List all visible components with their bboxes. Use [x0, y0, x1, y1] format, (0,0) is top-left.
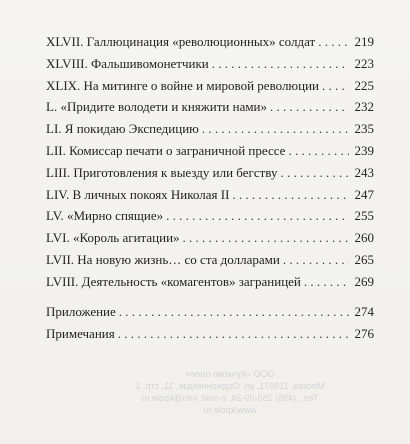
- toc-entry: [46, 252, 374, 274]
- dot-leader: [318, 34, 349, 50]
- toc-entry-title: LIV. В личных покоях Николая II: [46, 186, 230, 202]
- dot-leader: [119, 304, 349, 320]
- appendix-section: [46, 304, 374, 348]
- toc-entry-title: LVIII. Деятельность «комагентов» заграницей: [46, 273, 301, 289]
- toc-entry-page: 255: [354, 208, 374, 224]
- toc-entry: [46, 187, 374, 209]
- toc-entry: [46, 56, 374, 78]
- show-through-line: www.kpole.ru: [203, 405, 257, 415]
- toc-entry: [46, 143, 374, 165]
- dot-leader: [304, 274, 349, 290]
- toc-entry-page: 243: [354, 164, 374, 180]
- toc-entry-page: 265: [354, 251, 374, 267]
- toc-entry: [46, 326, 374, 348]
- dot-leader: [288, 143, 349, 159]
- dot-leader: [202, 121, 349, 137]
- toc-entry-title: LI. Я покидаю Экспедицию: [46, 121, 199, 137]
- dot-leader: [280, 165, 349, 181]
- dot-leader: [270, 99, 349, 115]
- toc-entry: [46, 208, 374, 230]
- toc-entry: [46, 230, 374, 252]
- toc-entry-title: XLVIII. Фальшивомонетчики: [46, 55, 209, 71]
- show-through-line: Тел.: (495) 250-09-24, e-mail: info@kpole.ru: [141, 393, 319, 403]
- toc-entry-title: L. «Придите володети и княжити нами»: [46, 99, 268, 115]
- toc-entry-page: 260: [354, 230, 374, 246]
- toc-entry: [46, 99, 374, 121]
- toc-entry: [46, 274, 374, 296]
- toc-entry-title: XLIX. На митинге о войне и мировой революции: [46, 77, 320, 93]
- toc-entry-title: XLVII. Галлюцинация «революционных» солдат: [46, 34, 316, 49]
- dot-leader: [166, 208, 349, 224]
- show-through-line: ООО «Кучково поле»: [185, 369, 275, 379]
- toc-entry: [46, 165, 374, 187]
- toc-entry-page: 247: [354, 186, 374, 202]
- toc-entry-page: 232: [354, 99, 374, 115]
- toc-entry-page: 223: [354, 55, 374, 71]
- dot-leader: [322, 78, 349, 94]
- toc-entry-page: 225: [354, 77, 374, 93]
- toc-entry-title: Примечания: [46, 325, 115, 341]
- toc-entry: [46, 304, 374, 326]
- toc-entry-page: 219: [354, 34, 374, 49]
- toc-entry-title: LIII. Приготовления к выезду или бегству: [46, 164, 278, 180]
- dot-leader: [183, 230, 349, 246]
- dot-leader: [232, 187, 349, 203]
- toc-entry-title: LII. Комиссар печати о заграничной прессе: [46, 142, 286, 158]
- toc-entry: [46, 34, 374, 56]
- toc-entry-title: LVI. «Король агитации»: [46, 230, 180, 246]
- toc-entry-page: 235: [354, 121, 374, 137]
- toc-entry: [46, 78, 374, 100]
- table-of-contents: [46, 34, 374, 296]
- dot-leader: [118, 326, 349, 342]
- toc-entry-title: Приложение: [46, 304, 116, 319]
- toc-entry-page: 269: [354, 273, 374, 289]
- show-through-imprint: [120, 368, 340, 416]
- dot-leader: [283, 252, 349, 268]
- toc-entry-page: 276: [354, 325, 374, 341]
- toc-entry-page: 274: [354, 304, 374, 319]
- toc-entry: [46, 121, 374, 143]
- dot-leader: [212, 56, 349, 72]
- toc-entry-title: LVII. На новую жизнь… со ста долларами: [46, 251, 280, 267]
- show-through-line: Москва, 119071, ул. Орджоникидзе, 11, стр. 1: [135, 381, 325, 391]
- toc-entry-title: LV. «Мирно спящие»: [46, 208, 164, 224]
- toc-entry-page: 239: [354, 142, 374, 158]
